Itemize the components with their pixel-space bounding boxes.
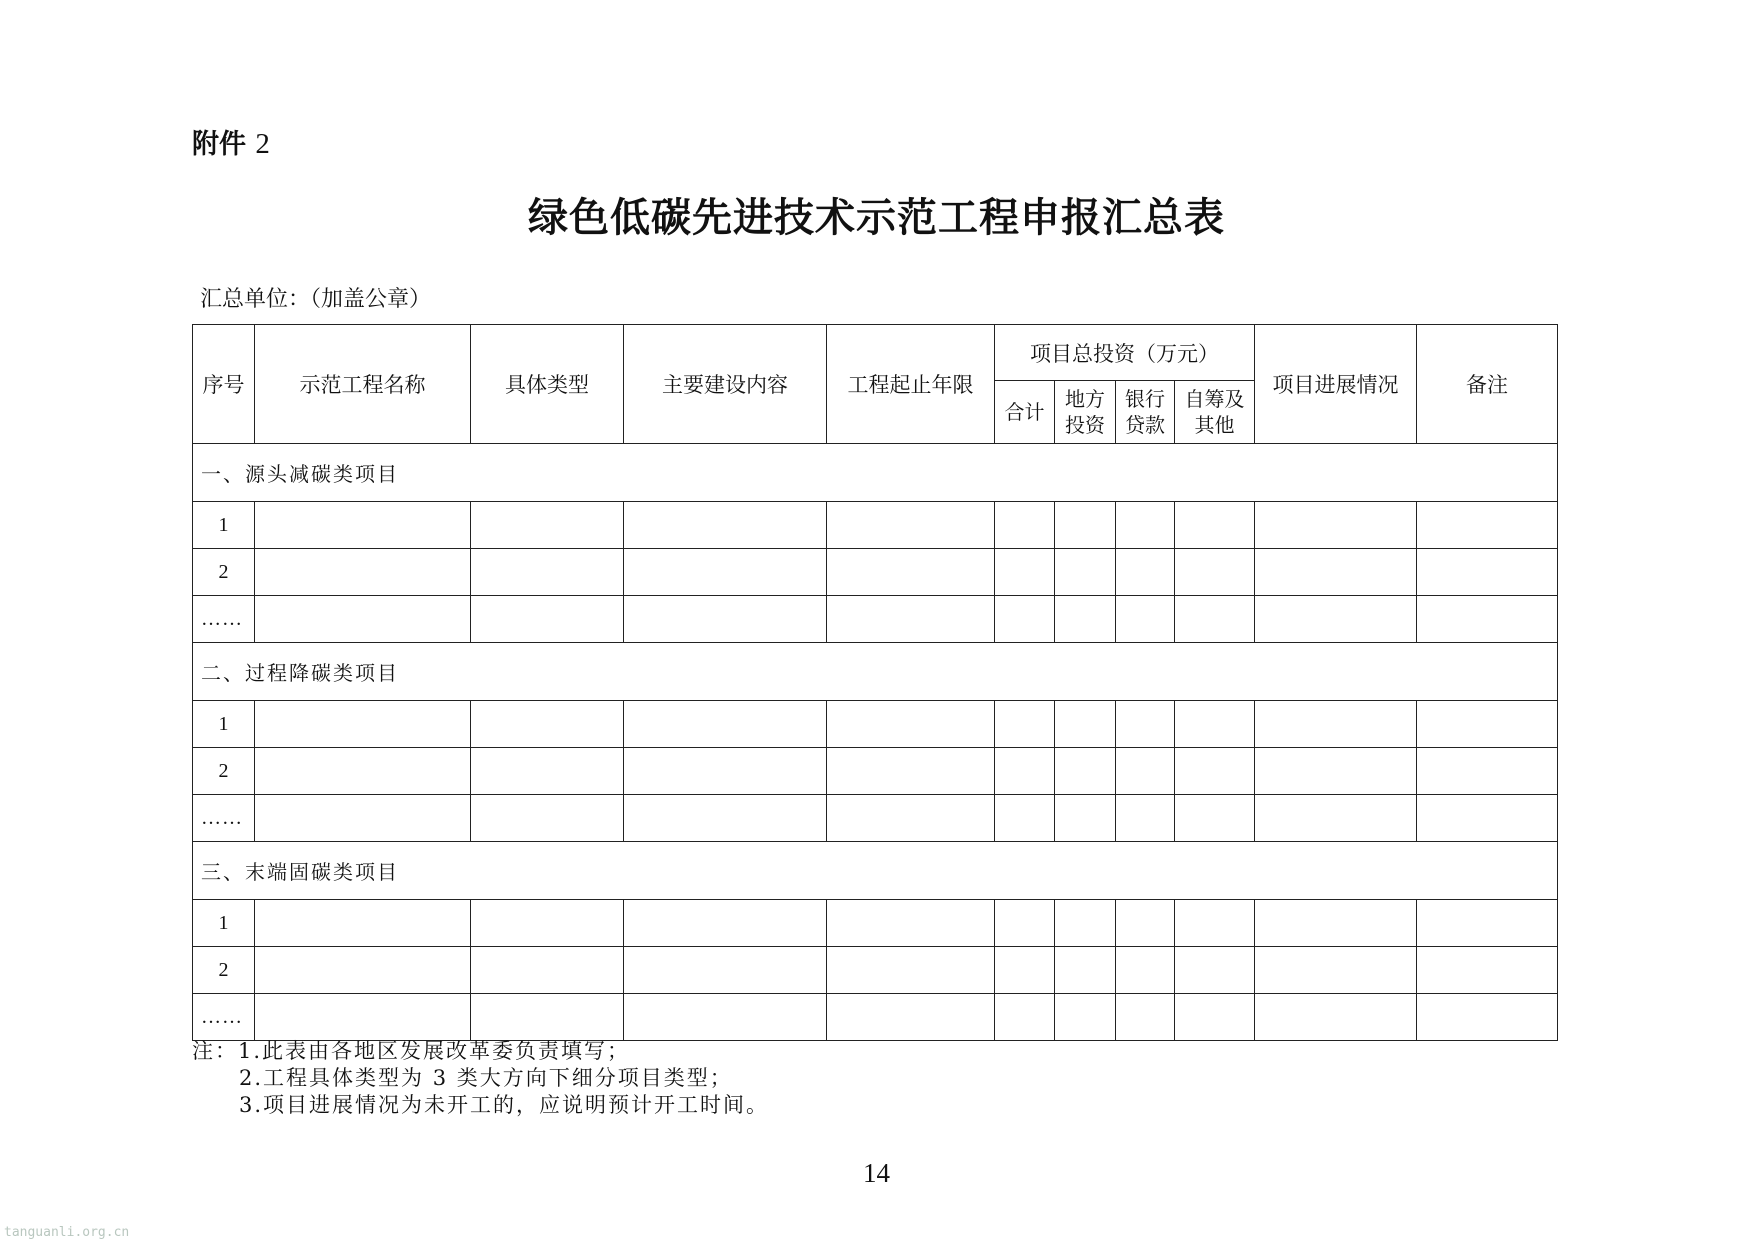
page-title: 绿色低碳先进技术示范工程申报汇总表 xyxy=(528,194,1225,241)
table-cell xyxy=(1255,748,1417,795)
table-cell xyxy=(995,900,1055,947)
table-cell xyxy=(995,947,1055,994)
table-cell xyxy=(471,748,624,795)
header-progress: 项目进展情况 xyxy=(1255,325,1417,444)
section-title: 二、过程降碳类项目 xyxy=(193,643,1558,701)
table-cell xyxy=(827,900,995,947)
header-type: 具体类型 xyxy=(471,325,624,444)
table-cell xyxy=(1055,900,1116,947)
header-remark: 备注 xyxy=(1417,325,1558,444)
table-cell xyxy=(624,596,827,643)
table-cell xyxy=(827,502,995,549)
table-cell xyxy=(1417,947,1558,994)
note-item: 2.工程具体类型为 3 类大方向下细分项目类型； xyxy=(239,1066,733,1090)
table-cell xyxy=(827,701,995,748)
table-cell xyxy=(995,701,1055,748)
attachment-number: 2 xyxy=(255,128,270,160)
table-row xyxy=(193,994,1558,1041)
table-cell xyxy=(255,748,471,795)
table-cell xyxy=(1116,994,1175,1041)
table-cell xyxy=(1055,596,1116,643)
table-cell xyxy=(1055,701,1116,748)
table-cell xyxy=(1255,549,1417,596)
page-number: 14 xyxy=(863,1158,890,1188)
table-cell xyxy=(255,994,471,1041)
table-row xyxy=(193,701,1558,748)
header-self-funded: 自筹及 其他 xyxy=(1175,381,1255,444)
table-cell xyxy=(1255,502,1417,549)
row-seq: 2 xyxy=(193,748,255,795)
table-cell xyxy=(471,900,624,947)
header-name: 示范工程名称 xyxy=(255,325,471,444)
table-cell xyxy=(1255,994,1417,1041)
table-cell xyxy=(1175,701,1255,748)
table-cell xyxy=(471,947,624,994)
table-cell xyxy=(1055,795,1116,842)
table-cell xyxy=(255,549,471,596)
header-seq: 序号 xyxy=(193,325,255,444)
table-cell xyxy=(1175,502,1255,549)
table-row xyxy=(193,502,1558,549)
note-item: 注：1.此表由各地区发展改革委负责填写； xyxy=(192,1039,631,1063)
note-item: 3.项目进展情况为未开工的，应说明预计开工时间。 xyxy=(239,1093,770,1117)
section-title: 三、末端固碳类项目 xyxy=(193,842,1558,900)
table-cell xyxy=(1255,701,1417,748)
table-cell xyxy=(1055,502,1116,549)
notes xyxy=(192,1038,769,1119)
table-cell xyxy=(1417,502,1558,549)
table-cell xyxy=(1055,748,1116,795)
table-cell xyxy=(1116,549,1175,596)
table-cell xyxy=(1116,701,1175,748)
header-total: 合计 xyxy=(995,381,1055,444)
table-cell xyxy=(1175,596,1255,643)
table-cell xyxy=(995,795,1055,842)
table-cell xyxy=(624,701,827,748)
table-cell xyxy=(995,748,1055,795)
table-cell xyxy=(1255,596,1417,643)
attachment-label: 附件 2 xyxy=(192,128,270,160)
table-cell xyxy=(255,596,471,643)
header-content: 主要建设内容 xyxy=(624,325,827,444)
table-cell xyxy=(1255,795,1417,842)
table-cell xyxy=(1417,795,1558,842)
table-cell xyxy=(1055,947,1116,994)
table-cell xyxy=(1175,994,1255,1041)
table-cell xyxy=(624,502,827,549)
header-investment: 项目总投资（万元） xyxy=(995,325,1255,381)
table-cell xyxy=(995,502,1055,549)
table-cell xyxy=(1116,748,1175,795)
table-cell xyxy=(1175,549,1255,596)
table-cell xyxy=(1417,549,1558,596)
table-cell xyxy=(624,795,827,842)
table-cell xyxy=(1175,795,1255,842)
table-cell xyxy=(255,947,471,994)
table-cell xyxy=(1175,900,1255,947)
table-cell xyxy=(255,900,471,947)
table-cell xyxy=(471,994,624,1041)
header-bank-loan: 银行 贷款 xyxy=(1116,381,1175,444)
table-cell xyxy=(624,947,827,994)
table-cell xyxy=(827,596,995,643)
row-seq: 1 xyxy=(193,701,255,748)
table-cell xyxy=(1255,900,1417,947)
table-cell xyxy=(1116,947,1175,994)
table-row xyxy=(193,596,1558,643)
table-cell xyxy=(1116,502,1175,549)
row-seq: 1 xyxy=(193,900,255,947)
table-cell xyxy=(1116,900,1175,947)
table-cell xyxy=(624,549,827,596)
table-cell xyxy=(827,947,995,994)
table-row xyxy=(193,549,1558,596)
table-row xyxy=(193,795,1558,842)
row-seq: 2 xyxy=(193,947,255,994)
table-cell xyxy=(1255,947,1417,994)
table-cell xyxy=(471,549,624,596)
table-cell xyxy=(255,795,471,842)
row-seq: 1 xyxy=(193,502,255,549)
table-cell xyxy=(471,596,624,643)
table-cell xyxy=(1055,549,1116,596)
row-seq: 2 xyxy=(193,549,255,596)
table-cell xyxy=(1417,701,1558,748)
table-cell xyxy=(624,748,827,795)
table-cell xyxy=(995,549,1055,596)
notes-prefix: 注： xyxy=(192,1039,238,1063)
table-cell xyxy=(624,900,827,947)
row-seq: …… xyxy=(193,994,255,1041)
header-local-investment: 地方 投资 xyxy=(1055,381,1116,444)
table-cell xyxy=(995,994,1055,1041)
table-cell xyxy=(1175,748,1255,795)
table-row xyxy=(193,748,1558,795)
table-cell xyxy=(1055,994,1116,1041)
table-cell xyxy=(1417,748,1558,795)
table-cell xyxy=(1417,596,1558,643)
table-cell xyxy=(624,994,827,1041)
table-cell xyxy=(995,596,1055,643)
table-cell xyxy=(471,701,624,748)
watermark: tanguanli.org.cn xyxy=(4,1225,130,1240)
table-cell xyxy=(1116,795,1175,842)
table-cell xyxy=(255,701,471,748)
table-cell xyxy=(827,748,995,795)
table-cell xyxy=(827,994,995,1041)
table-cell xyxy=(1417,994,1558,1041)
section-title: 一、源头减碳类项目 xyxy=(193,444,1558,502)
table-cell xyxy=(827,549,995,596)
table-cell xyxy=(471,795,624,842)
unit-label: 汇总单位：（加盖公章） xyxy=(200,287,432,312)
table-cell xyxy=(255,502,471,549)
row-seq: …… xyxy=(193,596,255,643)
header-period: 工程起止年限 xyxy=(827,325,995,444)
row-seq: …… xyxy=(193,795,255,842)
table-cell xyxy=(1116,596,1175,643)
table-cell xyxy=(1417,900,1558,947)
table-cell xyxy=(827,795,995,842)
table-row xyxy=(193,947,1558,994)
table-cell xyxy=(1175,947,1255,994)
summary-table xyxy=(192,324,1558,1041)
table-row xyxy=(193,900,1558,947)
table-cell xyxy=(471,502,624,549)
